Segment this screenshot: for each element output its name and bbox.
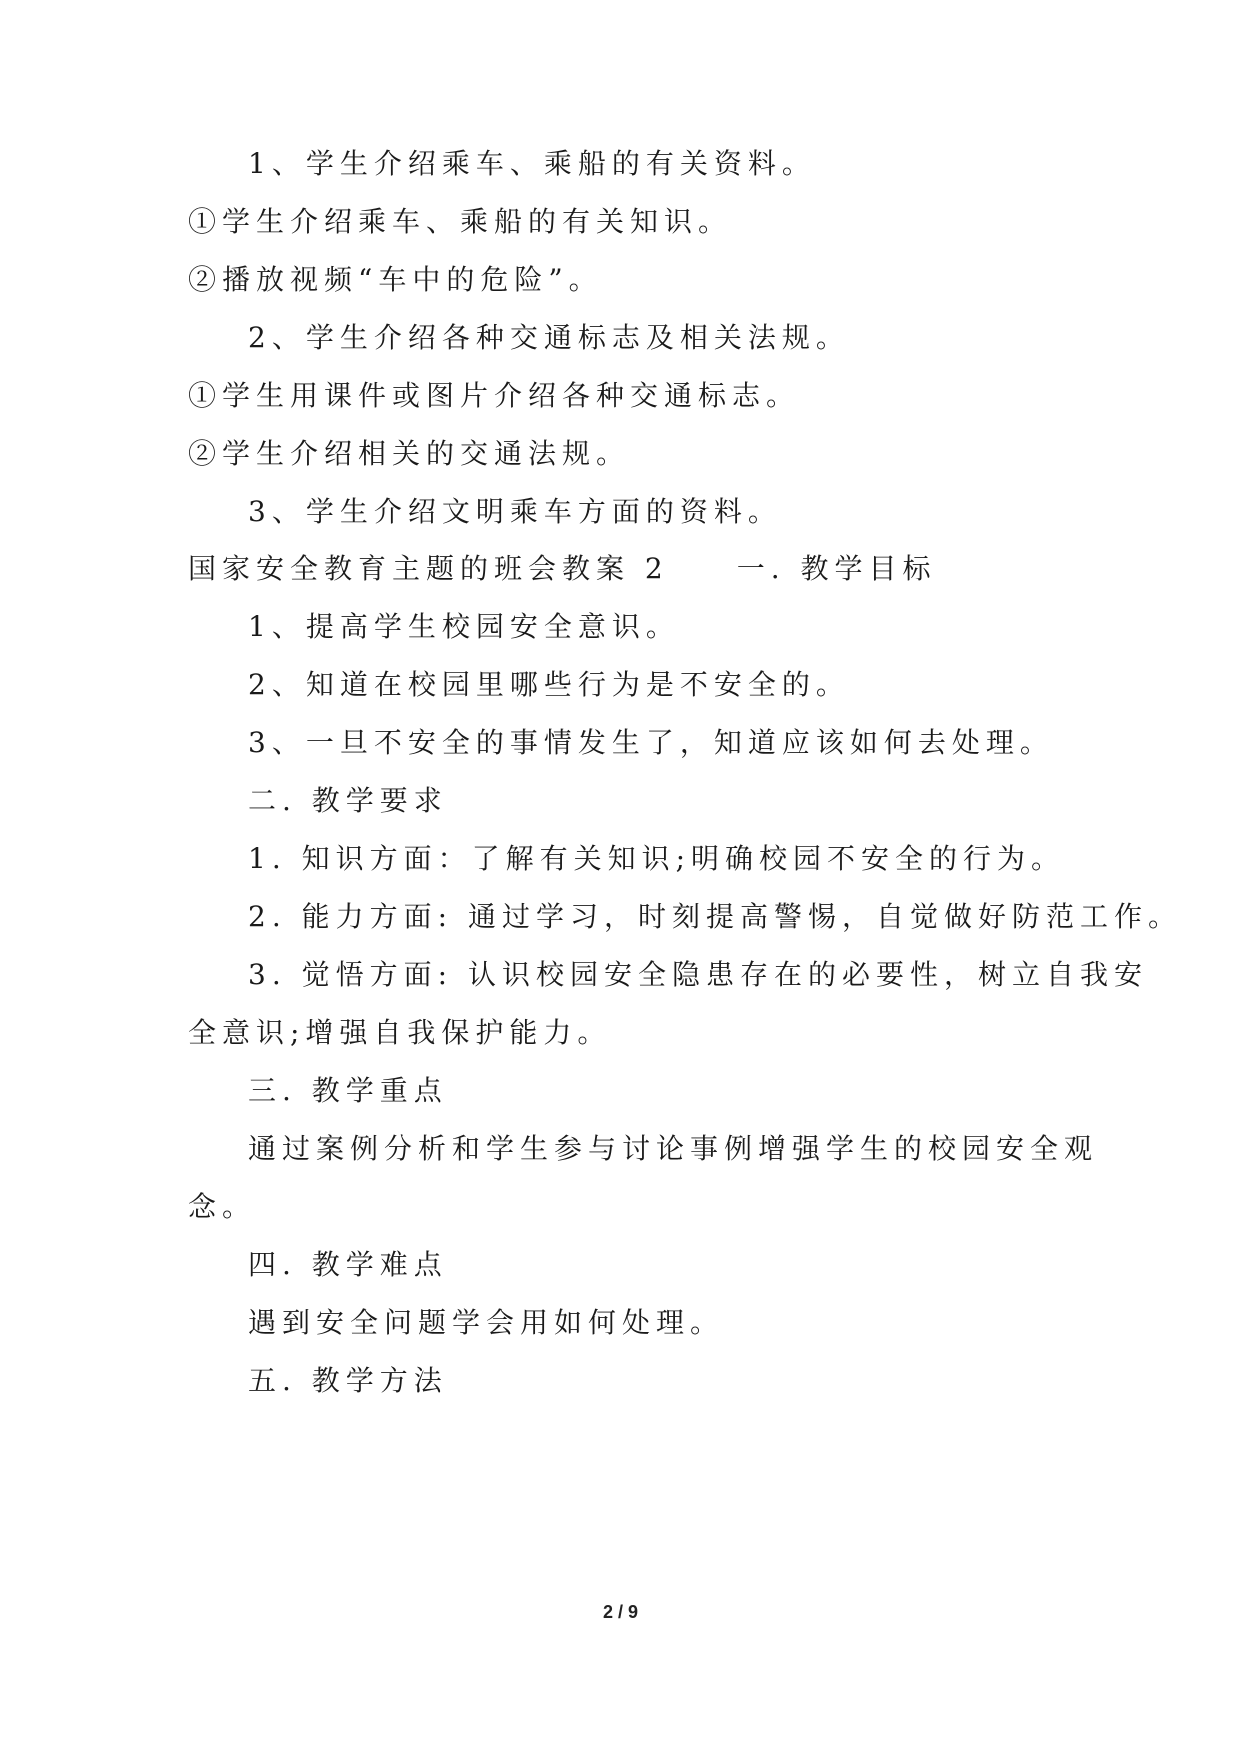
text-line: 3. 觉悟方面: 认识校园安全隐患存在的必要性，树立自我安	[248, 958, 1148, 991]
text-line: 通过案例分析和学生参与讨论事例增强学生的校园安全观	[248, 1132, 1099, 1165]
text-line: 2、知道在校园里哪些行为是不安全的。	[248, 668, 850, 701]
section-heading: 国家安全教育主题的班会教案 2 一. 教学目标	[188, 552, 937, 585]
section-heading: 四. 教学难点	[248, 1248, 448, 1281]
text-line: 全意识;增强自我保护能力。	[188, 1016, 612, 1049]
section-heading: 五. 教学方法	[248, 1364, 448, 1397]
page-number: 2 / 9	[602, 1602, 639, 1622]
text-line: 遇到安全问题学会用如何处理。	[248, 1306, 725, 1339]
text-line: ②播放视频“车中的危险”。	[188, 263, 603, 296]
text-line: 1. 知识方面：了解有关知识;明确校园不安全的行为。	[248, 842, 1066, 875]
text-line: ①学生用课件或图片介绍各种交通标志。	[188, 379, 801, 412]
text-line: 2. 能力方面: 通过学习，时刻提高警惕，自觉做好防范工作。	[248, 900, 1182, 933]
text-line: 1、提高学生校园安全意识。	[248, 610, 680, 643]
text-line: 3、学生介绍文明乘车方面的资料。	[248, 495, 782, 528]
text-line: ①学生介绍乘车、乘船的有关知识。	[188, 205, 733, 238]
text-line: 3、一旦不安全的事情发生了，知道应该如何去处理。	[248, 726, 1054, 759]
text-line: 2、学生介绍各种交通标志及相关法规。	[248, 321, 850, 354]
text-line: ②学生介绍相关的交通法规。	[188, 437, 631, 470]
text-line: 1、学生介绍乘车、乘船的有关资料。	[248, 147, 816, 180]
section-heading: 三. 教学重点	[248, 1074, 448, 1107]
text-line: 念。	[188, 1190, 257, 1223]
section-heading: 二. 教学要求	[248, 784, 448, 817]
